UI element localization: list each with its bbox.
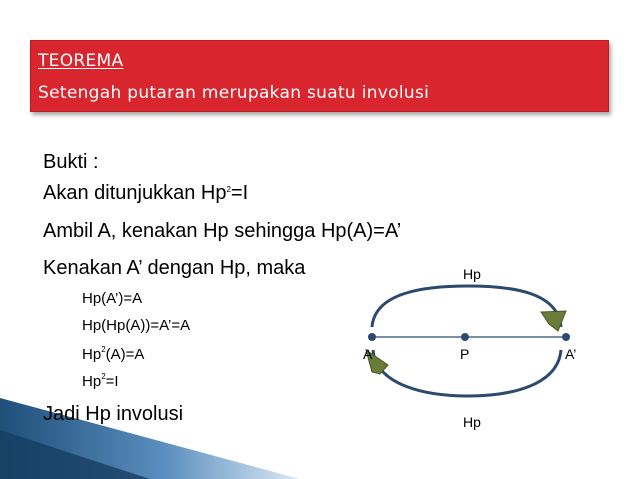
point-p-dot	[461, 333, 469, 341]
step4-suffix: =I	[105, 372, 119, 390]
banner-subtitle: Setengah putaran merupakan suatu involusi	[38, 83, 430, 103]
goal-text: Akan ditunjukkan Hp	[43, 182, 227, 204]
proof-line-apply: Kenakan A’ dengan Hp, maka	[43, 257, 306, 279]
banner-title: TEOREMA	[38, 51, 124, 71]
goal-suffix: =I	[230, 182, 249, 204]
step3-text: Hp	[82, 345, 102, 363]
step4-superscript: 2	[101, 372, 106, 381]
step3-superscript: 2	[101, 345, 106, 354]
label-hp-top: Hp	[463, 266, 481, 282]
arrow-head-top	[541, 311, 566, 331]
top-arc	[372, 286, 561, 327]
label-hp-bottom: Hp	[463, 414, 481, 430]
point-a-prime-dot	[562, 333, 570, 341]
proof-step-2: Hp(Hp(A))=A’=A	[82, 317, 191, 334]
proof-line-take: Ambil A, kenakan Hp sehingga Hp(A)=A’	[43, 220, 402, 242]
goal-superscript: 2	[226, 185, 231, 195]
label-point-a-prime: A’	[565, 346, 577, 362]
proof-conclusion: Jadi Hp involusi	[43, 403, 184, 425]
step4-text: Hp	[82, 372, 102, 390]
proof-heading: Bukti :	[43, 151, 99, 173]
label-point-p: P	[460, 346, 470, 362]
point-a-dot	[368, 333, 376, 341]
step3-suffix: (A)=A	[105, 345, 145, 363]
label-point-a: A	[363, 346, 373, 362]
proof-step-1: Hp(A’)=A	[82, 290, 143, 307]
